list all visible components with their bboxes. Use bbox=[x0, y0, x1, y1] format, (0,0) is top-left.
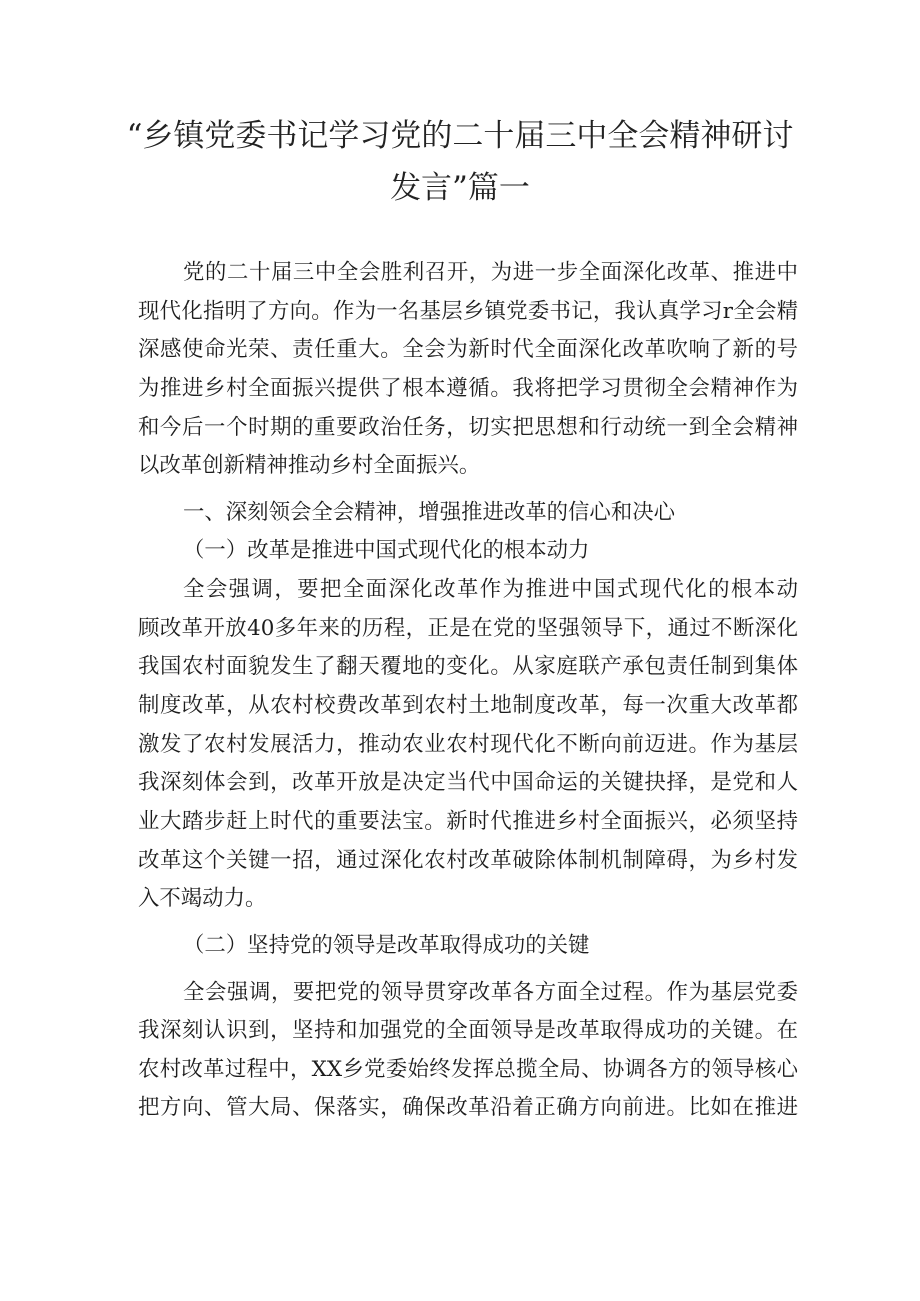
paragraph-line: 现代化指明了方向。作为一名基层乡镇党委书记，我认真学习r全会精 bbox=[138, 298, 798, 324]
sub-heading: （一）改革是推进中国式现代化的根本动力 bbox=[183, 538, 590, 564]
paragraph-line: 顾改革开放40多年来的历程，正是在党的坚强领导下，通过不断深化 bbox=[138, 615, 798, 641]
paragraph-line: 改革这个关键一招，通过深化农村改革破除体制机制障碍，为乡村发 bbox=[138, 847, 798, 873]
paragraph-line: 全会强调，要把全面深化改革作为推进中国式现代化的根本动 bbox=[183, 577, 798, 603]
paragraph-line: 为推进乡村全面振兴提供了根本遵循。我将把学习贯彻全会精神作为 bbox=[138, 375, 798, 401]
paragraph-line: 农村改革过程中，XX乡党委始终发挥总揽全局、协调各方的领导核心 bbox=[138, 1056, 798, 1082]
document-title-line-2: 发言”篇一 bbox=[390, 170, 530, 206]
paragraph-line: 我深刻体会到，改革开放是决定当代中国命运的关键抉择，是党和人 bbox=[138, 770, 798, 796]
paragraph-line: 深感使命光荣、责任重大。全会为新时代全面深化改革吹响了新的号 bbox=[138, 337, 798, 363]
paragraph-line: 全会强调，要把党的领导贯穿改革各方面全过程。作为基层党委 bbox=[183, 979, 798, 1005]
paragraph-line: 业大踏步赶上时代的重要法宝。新时代推进乡村全面振兴，必须坚持 bbox=[138, 808, 798, 834]
paragraph-line: 入不竭动力。 bbox=[138, 886, 267, 912]
document-body bbox=[138, 254, 798, 1128]
paragraph-line: 和今后一个时期的重要政治任务，切实把思想和行动统一到全会精神 bbox=[138, 414, 798, 440]
paragraph-line: 以改革创新精神推动乡村全面振兴。 bbox=[138, 453, 481, 479]
paragraph-line: 党的二十届三中全会胜利召开，为进一步全面深化改革、推进中 bbox=[183, 260, 798, 285]
paragraph-line: 制度改革，从农村校费改革到农村土地制度改革，每一次重大改革都 bbox=[138, 693, 798, 719]
paragraph-line: 把方向、管大局、保落实，确保改革沿着正确方向前进。比如在推进 bbox=[138, 1095, 798, 1121]
paragraph-reform bbox=[138, 571, 798, 919]
paragraph-intro bbox=[138, 254, 798, 486]
paragraph-line: 我国农村面貌发生了翻天覆地的变化。从家庭联产承包责任制到集体 bbox=[138, 654, 798, 680]
section-heading: 一、深刻领会全会精神，增强推进改革的信心和决心 bbox=[183, 499, 675, 525]
paragraph-leadership bbox=[138, 974, 798, 1129]
paragraph-line: 我深刻认识到，坚持和加强党的全面领导是改革取得成功的关键。在 bbox=[138, 1018, 798, 1044]
paragraph-line: 激发了农村发展活力，推动农业农村现代化不断向前迈进。作为基层 bbox=[138, 731, 798, 757]
sub-heading: （二）坚持党的领导是改革取得成功的关键 bbox=[183, 932, 590, 958]
document-title-line-1: “乡镇党委书记学习党的二十届三中全会精神研讨 bbox=[126, 118, 794, 154]
